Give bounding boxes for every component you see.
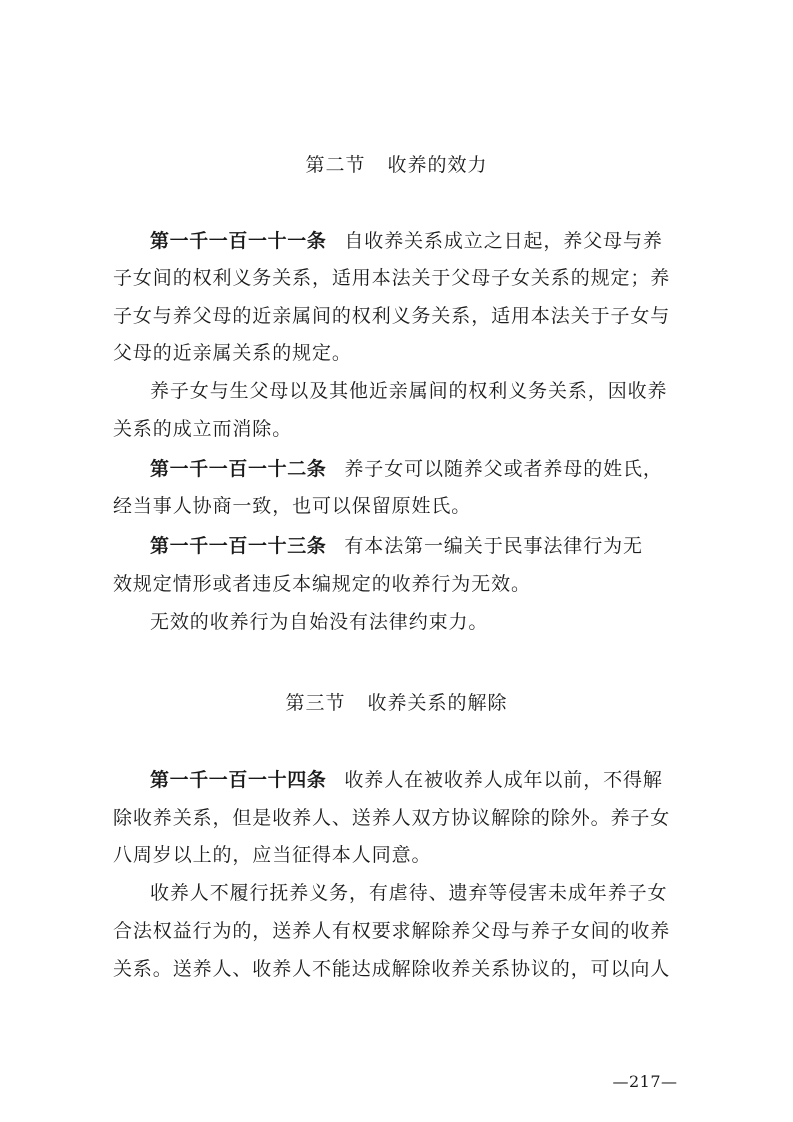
article-1114-paragraph-2-line-2: 合法权益行为的，送养人有权要求解除养父母与养子女间的收养 xyxy=(113,920,671,942)
article-number: 第一千一百一十四条 xyxy=(150,769,327,791)
article-1114-line-3: 八周岁以上的，应当征得本人同意。 xyxy=(113,844,432,866)
article-1114-paragraph-2-line-1: 收养人不履行抚养义务，有虐待、遗弃等侵害未成年养子女 xyxy=(150,882,668,904)
article-1113-line-1 xyxy=(150,534,698,558)
article-text: 养子女可以随养父或者养母的姓氏， xyxy=(344,458,663,480)
page-number: —217— xyxy=(612,1072,678,1091)
section-title: 收养关系的解除 xyxy=(367,692,508,714)
article-1113-line-2: 效规定情形或者违反本编规定的收养行为无效。 xyxy=(113,573,531,595)
article-1112-line-2: 经当事人协商一致，也可以保留原姓氏。 xyxy=(113,495,472,517)
section-number: 第三节 xyxy=(285,692,346,714)
section-title: 收养的效力 xyxy=(387,154,488,176)
article-1111-line-3: 子女与养父母的近亲属间的权利义务关系，适用本法关于子女与 xyxy=(113,305,671,327)
article-number: 第一千一百一十一条 xyxy=(150,230,327,252)
section-number: 第二节 xyxy=(305,154,366,176)
article-1111-line-2: 子女间的权利义务关系，适用本法关于父母子女关系的规定；养 xyxy=(113,267,671,289)
article-1111-line-1 xyxy=(150,229,698,253)
article-1112-line-1 xyxy=(150,457,698,481)
article-number: 第一千一百一十二条 xyxy=(150,458,327,480)
article-1111-line-4: 父母的近亲属关系的规定。 xyxy=(113,342,352,364)
article-text: 自收养关系成立之日起，养父母与养 xyxy=(344,230,663,252)
article-number: 第一千一百一十三条 xyxy=(150,535,327,557)
article-text: 有本法第一编关于民事法律行为无 xyxy=(344,535,643,557)
section-heading-3 xyxy=(0,688,793,715)
article-1114-line-2: 除收养关系，但是收养人、送养人双方协议解除的除外。养子女 xyxy=(113,807,671,829)
article-1111-paragraph-2-line-2: 关系的成立而消除。 xyxy=(113,418,293,440)
article-1113-paragraph-2-line-1: 无效的收养行为自始没有法律约束力。 xyxy=(150,611,489,633)
article-1114-paragraph-2-line-3: 关系。送养人、收养人不能达成解除收养关系协议的，可以向人 xyxy=(113,958,671,980)
article-text: 收养人在被收养人成年以前，不得解 xyxy=(344,769,663,791)
article-1114-line-1 xyxy=(150,768,698,792)
section-heading-2 xyxy=(0,150,793,177)
article-1111-paragraph-2-line-1: 养子女与生父母以及其他近亲属间的权利义务关系，因收养 xyxy=(150,380,668,402)
